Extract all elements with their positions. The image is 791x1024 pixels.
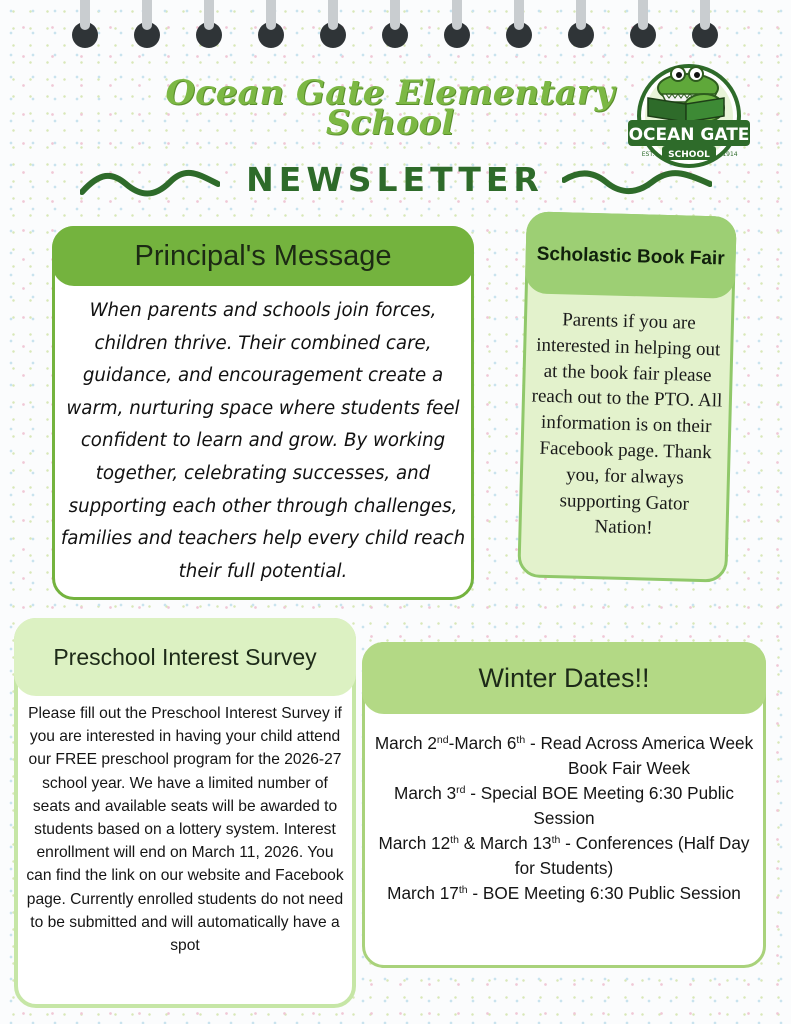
binding-ring: [506, 0, 532, 48]
event-description: - BOE Meeting 6:30 Public Session: [467, 883, 741, 903]
logo-est-year: 1914: [722, 151, 738, 158]
event-date: March 2: [374, 733, 437, 753]
spiral-binding: [60, 0, 740, 50]
event-date-suffix: th: [551, 834, 561, 846]
gator-reading-icon: [626, 58, 752, 170]
principal-message-card: [52, 226, 474, 600]
logo-est-label: EST.: [641, 151, 655, 158]
principal-message-title: Principal's Message: [52, 226, 474, 286]
event-description: - Conferences (Half Day for Students): [514, 833, 750, 878]
event-date-end: & March 13: [458, 833, 552, 853]
winter-dates-card: [362, 642, 766, 968]
newsletter-header: [80, 160, 710, 206]
event-date: March 17: [387, 883, 459, 903]
winter-event: [367, 831, 761, 881]
binding-ring: [196, 0, 222, 48]
binding-ring: [72, 0, 98, 48]
event-date-suffix: th: [516, 734, 526, 746]
school-title-line2: School: [325, 103, 455, 143]
right-squiggle-decoration: [562, 168, 712, 198]
school-title-line1: Ocean Gate Elementary: [165, 73, 615, 113]
book-fair-card: [517, 211, 737, 582]
binding-ring: [568, 0, 594, 48]
newsletter-title: NEWSLETTER: [246, 160, 544, 199]
principal-message-body: When parents and schools join forces, children thrive. Their combined care, guidance, and encouragement create a warm, nurturing space where students feel confident to learn and grow. By working together, celebrating successes, and supporting each other through challenges, families and teachers help every child reach their full potential.: [60, 300, 466, 582]
winter-event: [367, 881, 761, 906]
preschool-survey-body: Please fill out the Preschool Interest Survey if you are interested in having your child attend our FREE preschool program for the 2026-27 school year. We have a limited number of seats and available seats will be awarded to students based on a lottery system. Interest enrollment will end on March 11, 2026. You can find the link on our website and Facebook page. Currently enrolled students do not need to be submitted and will automatically have a spot: [26, 705, 344, 955]
book-fair-title: Scholastic Book Fair: [525, 211, 737, 298]
preschool-survey-title: Preschool Interest Survey: [14, 618, 356, 696]
binding-ring: [382, 0, 408, 48]
binding-ring: [134, 0, 160, 48]
event-date-end: -March 6: [448, 733, 517, 753]
book-fair-body: Parents if you are interested in helping out at the book fair please reach out to the PTO. All information is on their Facebook page. Thank you, for always supporting Gator Nation!: [531, 309, 723, 540]
event-date-suffix: nd: [436, 734, 449, 746]
logo-sub: SCHOOL: [668, 150, 710, 160]
winter-event: [367, 731, 761, 756]
event-date-suffix: th: [458, 884, 468, 896]
event-date-suffix: rd: [456, 784, 466, 796]
winter-event: [367, 781, 761, 831]
left-squiggle-decoration: [80, 168, 220, 198]
school-logo: [626, 58, 752, 170]
event-description: Book Fair Week: [568, 758, 690, 778]
binding-ring: [444, 0, 470, 48]
event-date: March 12: [378, 833, 451, 853]
logo-name: OCEAN GATE: [628, 125, 750, 145]
event-date-suffix: th: [450, 834, 459, 846]
binding-ring: [630, 0, 656, 48]
winter-dates-list: [367, 731, 761, 906]
binding-ring: [320, 0, 346, 48]
school-title: [160, 73, 620, 143]
winter-event: [367, 756, 761, 781]
binding-ring: [258, 0, 284, 48]
event-description: - Special BOE Meeting 6:30 Public Session: [465, 783, 734, 828]
winter-dates-title: Winter Dates!!: [362, 642, 766, 714]
preschool-survey-card: [14, 618, 356, 1008]
binding-ring: [692, 0, 718, 48]
event-date: March 3: [394, 783, 457, 803]
event-description: - Read Across America Week: [525, 733, 754, 753]
